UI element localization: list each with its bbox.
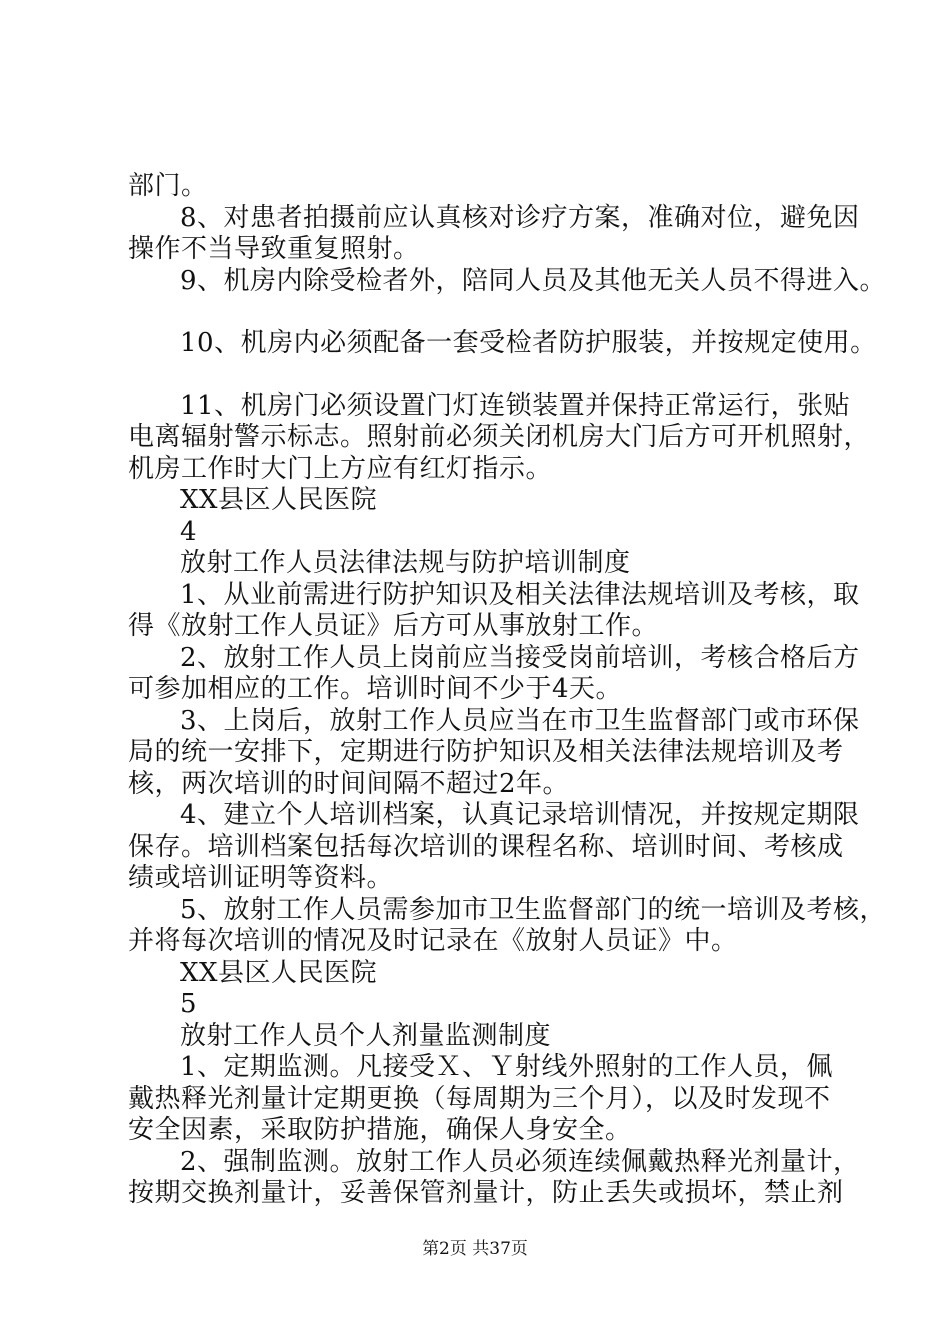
text-line: 按期交换剂量计，妥善保管剂量计，防止丢失或损坏，禁止剂 xyxy=(128,1178,844,1208)
text-line: 绩或培训证明等资料。 xyxy=(128,863,394,893)
text-line: 可参加相应的工作。培训时间不少于4天。 xyxy=(128,674,623,704)
text-line: 放射工作人员法律法规与防护培训制度 xyxy=(180,548,631,578)
text-line: 11、机房门必须设置门灯连锁装置并保持正常运行，张贴 xyxy=(180,390,851,421)
text-line: 戴热释光剂量计定期更换（每周期为三个月），以及时发现不 xyxy=(128,1083,831,1114)
text-line: 1、从业前需进行防护知识及相关法律法规培训及考核，取 xyxy=(180,579,860,610)
document-body xyxy=(128,171,887,1210)
text-line: 局的统一安排下，定期进行防护知识及相关法律法规培训及考 xyxy=(128,737,844,767)
text-line: 部门。 xyxy=(128,171,208,201)
text-line: 操作不当导致重复照射。 xyxy=(128,234,420,264)
text-line: 5、放射工作人员需参加市卫生监督部门的统一培训及考核， xyxy=(180,894,887,925)
blank-line xyxy=(128,297,846,328)
text-line: 4、建立个人培训档案，认真记录培训情况，并按规定期限 xyxy=(180,800,860,830)
text-line: 2、放射工作人员上岗前应当接受岗前培训，考核合格后方 xyxy=(180,642,860,673)
blank-line xyxy=(128,360,846,391)
text-line: 5 xyxy=(180,989,198,1019)
text-line: 安全因素，采取防护措施，确保人身安全。 xyxy=(128,1115,632,1145)
text-line: 8、对患者拍摄前应认真核对诊疗方案，准确对位，避免因 xyxy=(180,202,860,233)
text-line: 2、强制监测。放射工作人员必须连续佩戴热释光剂量计， xyxy=(180,1146,860,1177)
text-line: 放射工作人员个人剂量监测制度 xyxy=(180,1020,552,1051)
text-line: XX县区人民医院 xyxy=(180,485,378,515)
text-line: 核，两次培训的时间间隔不超过2年。 xyxy=(128,768,570,799)
text-line: 得《放射工作人员证》后方可从事放射工作。 xyxy=(128,611,659,641)
text-line: 1、定期监测。凡接受Ｘ、Ｙ射线外照射的工作人员，佩 xyxy=(180,1052,834,1082)
text-line: 10、机房内必须配备一套受检者防护服装，并按规定使用。 xyxy=(180,328,877,358)
text-line: 4 xyxy=(180,516,198,547)
text-line: 并将每次培训的情况及时记录在《放射人员证》中。 xyxy=(128,926,738,956)
text-line: 机房工作时大门上方应有红灯指示。 xyxy=(128,453,553,484)
text-line: 电离辐射警示标志。照射前必须关闭机房大门后方可开机照射， xyxy=(128,422,871,452)
page-footer: 第2页 共37页 xyxy=(422,1239,528,1259)
text-line: XX县区人民医院 xyxy=(180,957,378,988)
text-line: 3、上岗后，放射工作人员应当在市卫生监督部门或市环保 xyxy=(180,705,860,736)
text-line: 保存。培训档案包括每次培训的课程名称、培训时间、考核成 xyxy=(128,831,844,862)
text-line: 9、机房内除受检者外，陪同人员及其他无关人员不得进入。 xyxy=(180,265,887,296)
